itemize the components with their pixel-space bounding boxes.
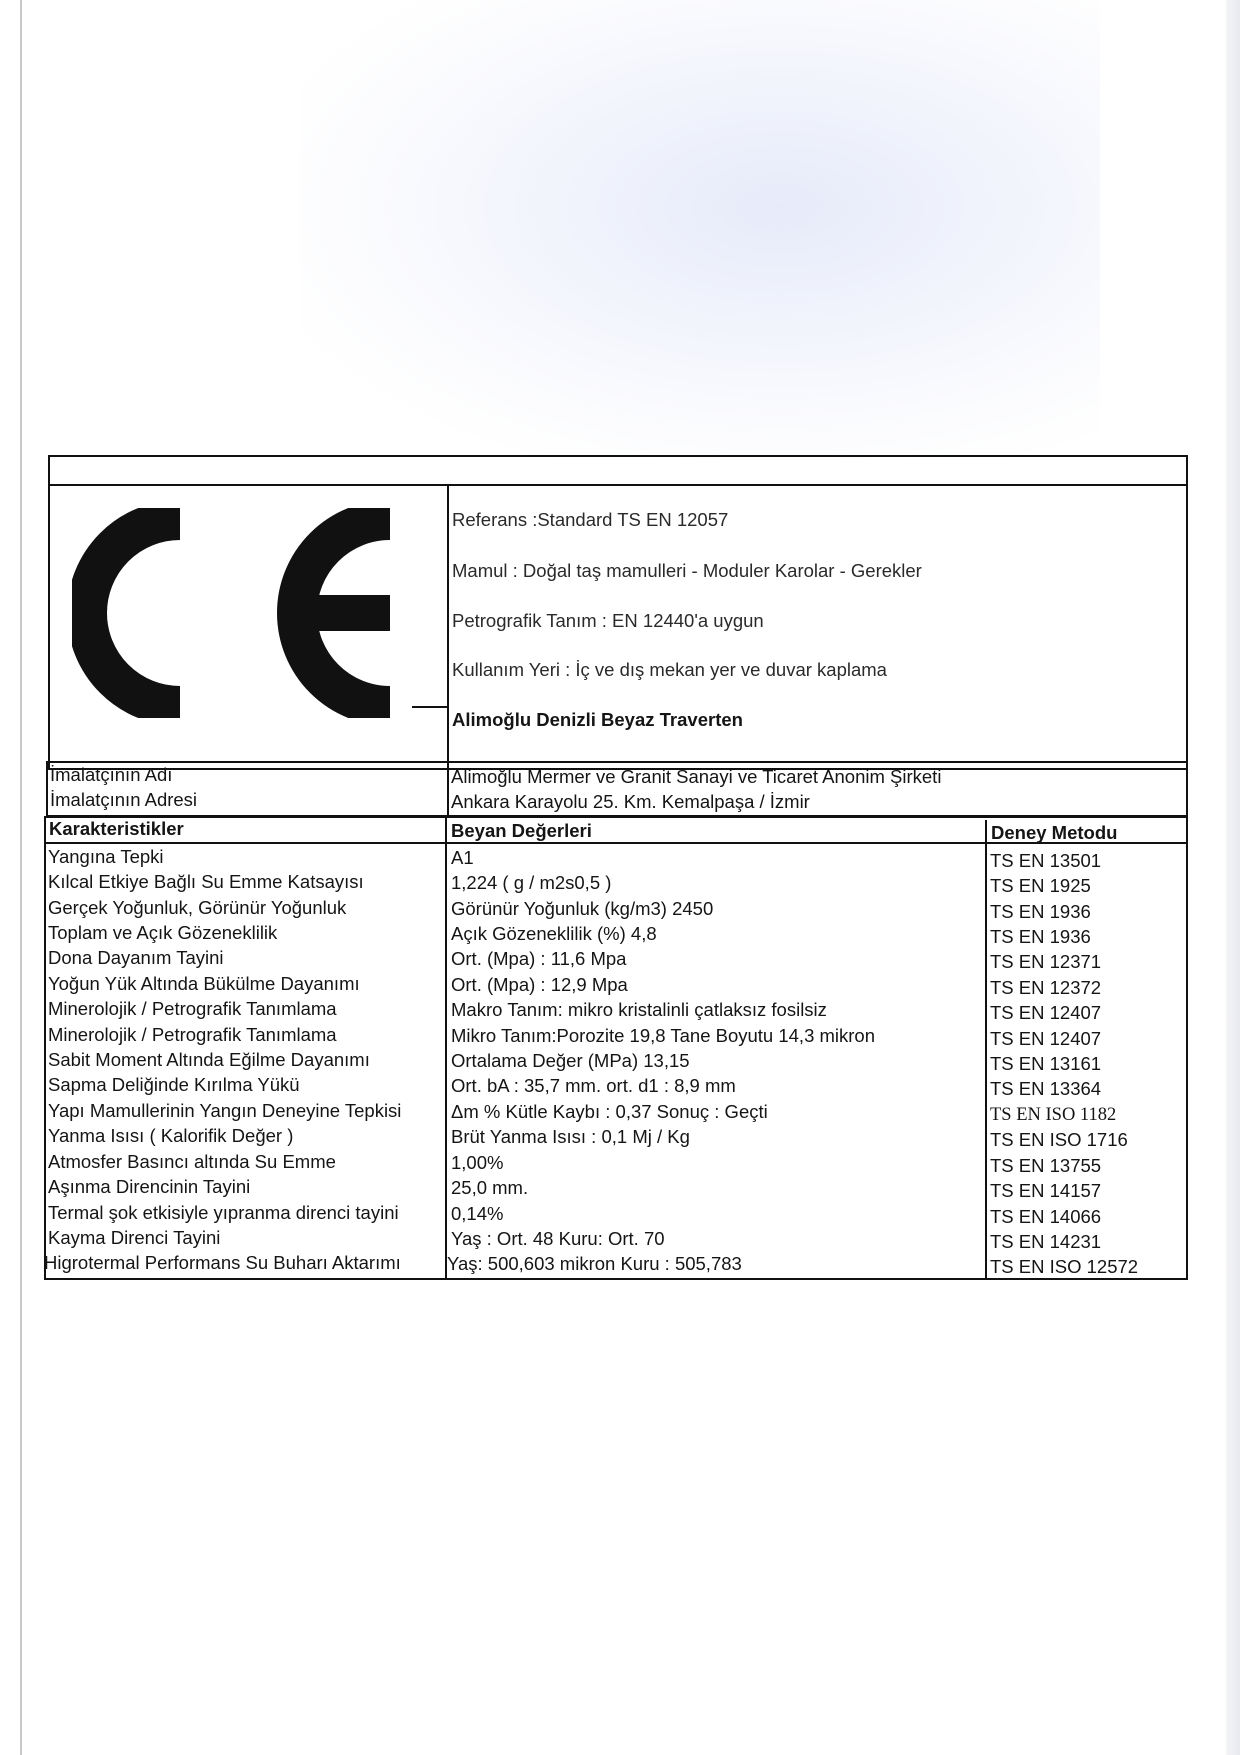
- row-14-characteristic: Aşınma Direncinin Tayini: [48, 1176, 251, 1197]
- row-13-value: 1,00%: [451, 1152, 504, 1173]
- row-13-characteristic: Atmosfer Basıncı altında Su Emme: [48, 1151, 336, 1172]
- scan-edge-right: [1226, 0, 1240, 1755]
- row-1-value: A1: [451, 847, 474, 868]
- row-17-value: Yaş: 500,603 mikron Kuru : 505,783: [447, 1253, 742, 1274]
- row-10-method: TS EN 13364: [990, 1078, 1102, 1099]
- row-9-method: TS EN 13161: [990, 1053, 1102, 1074]
- column-header-declared-values: Beyan Değerleri: [451, 820, 592, 841]
- row-17-method: TS EN ISO 12572: [990, 1256, 1139, 1277]
- ce-mark-icon: [72, 508, 432, 718]
- row-11-method: TS EN ISO 1182: [990, 1105, 1117, 1125]
- row-4-value: Açık Gözeneklilik (%) 4,8: [451, 923, 657, 944]
- row-6-characteristic: Yoğun Yük Altında Bükülme Dayanımı: [48, 973, 360, 994]
- row-16-characteristic: Kayma Direnci Tayini: [48, 1227, 221, 1248]
- manufacturer-address-label: İmalatçının Adresi: [50, 789, 198, 810]
- row-2-value: 1,224 ( g / m2s0,5 ): [451, 872, 612, 893]
- row-6-value: Ort. (Mpa) : 12,9 Mpa: [451, 974, 628, 995]
- row-15-characteristic: Termal şok etkisiyle yıpranma direnci tayini: [48, 1202, 399, 1223]
- row-4-method: TS EN 1936: [990, 926, 1091, 947]
- manufacturer-divider: [447, 761, 449, 817]
- table-col-divider-1: [445, 816, 447, 1280]
- column-header-characteristics: Karakteristikler: [49, 818, 184, 839]
- row-15-method: TS EN 14066: [990, 1206, 1102, 1227]
- row-9-value: Ortalama Değer (MPa) 13,15: [451, 1050, 690, 1071]
- row-11-value: Δm % Kütle Kaybı : 0,37 Sonuç : Geçti: [451, 1101, 768, 1122]
- row-1-characteristic: Yangına Tepki: [48, 846, 164, 867]
- row-7-characteristic: Minerolojik / Petrografik Tanımlama: [48, 998, 337, 1019]
- row-4-characteristic: Toplam ve Açık Gözeneklilik: [48, 922, 278, 943]
- row-12-value: Brüt Yanma Isısı : 0,1 Mj / Kg: [451, 1126, 690, 1147]
- petrografik-text: Petrografik Tanım : EN 12440'a uygun: [452, 610, 764, 631]
- row-11-characteristic: Yapı Mamullerinin Yangın Deneyine Tepkisi: [48, 1100, 402, 1121]
- row-5-value: Ort. (Mpa) : 11,6 Mpa: [451, 948, 627, 969]
- manufacturer-address-value: Ankara Karayolu 25. Km. Kemalpaşa / İzmir: [451, 791, 810, 812]
- row-5-characteristic: Dona Dayanım Tayini: [48, 947, 224, 968]
- row-14-method: TS EN 14157: [990, 1180, 1102, 1201]
- row-10-characteristic: Sapma Deliğinde Kırılma Yükü: [48, 1074, 300, 1095]
- row-8-characteristic: Minerolojik / Petrografik Tanımlama: [48, 1024, 337, 1045]
- row-6-method: TS EN 12372: [990, 977, 1102, 998]
- manufacturer-name-label: İmalatçının Adı: [50, 764, 173, 785]
- row-3-value: Görünür Yoğunluk (kg/m3) 2450: [451, 898, 714, 919]
- row-14-value: 25,0 mm.: [451, 1177, 529, 1198]
- header-inner-top-line: [48, 484, 1188, 486]
- row-15-value: 0,14%: [451, 1203, 504, 1224]
- row-9-characteristic: Sabit Moment Altında Eğilme Dayanımı: [48, 1049, 370, 1070]
- row-16-method: TS EN 14231: [990, 1231, 1102, 1252]
- product-name: Alimoğlu Denizli Beyaz Traverten: [452, 709, 743, 730]
- row-2-method: TS EN 1925: [990, 875, 1091, 896]
- manufacturer-name-value: Alimoğlu Mermer ve Granit Sanayi ve Ticaret Anonim Şirketi: [451, 766, 942, 787]
- row-8-method: TS EN 12407: [990, 1028, 1102, 1049]
- row-2-characteristic: Kılcal Etkiye Bağlı Su Emme Katsayısı: [48, 871, 364, 892]
- row-13-method: TS EN 13755: [990, 1155, 1102, 1176]
- row-12-method: TS EN ISO 1716: [990, 1129, 1128, 1150]
- mamul-text: Mamul : Doğal taş mamulleri - Moduler Karolar - Gerekler: [452, 560, 922, 581]
- row-3-method: TS EN 1936: [990, 901, 1091, 922]
- row-5-method: TS EN 12371: [990, 951, 1102, 972]
- referans-text: Referans :Standard TS EN 12057: [452, 509, 729, 530]
- row-3-characteristic: Gerçek Yoğunluk, Görünür Yoğunluk: [48, 897, 347, 918]
- row-7-value: Makro Tanım: mikro kristalinli çatlaksız fosilsiz: [451, 999, 827, 1020]
- row-12-characteristic: Yanma Isısı ( Kalorifik Değer ): [48, 1125, 294, 1146]
- kullanim-text: Kullanım Yeri : İç ve dış mekan yer ve duvar kaplama: [452, 659, 887, 680]
- row-17-characteristic: Higrotermal Performans Su Buharı Aktarımı: [44, 1252, 401, 1273]
- scan-edge-left: [20, 0, 22, 1755]
- row-16-value: Yaş : Ort. 48 Kuru: Ort. 70: [451, 1228, 665, 1249]
- header-divider: [447, 484, 449, 770]
- row-8-value: Mikro Tanım:Porozite 19,8 Tane Boyutu 14,3 mikron: [451, 1025, 876, 1046]
- table-col-divider-2: [985, 820, 987, 1280]
- column-header-test-method: Deney Metodu: [991, 822, 1118, 843]
- row-7-method: TS EN 12407: [990, 1002, 1102, 1023]
- row-10-value: Ort. bA : 35,7 mm. ort. d1 : 8,9 mm: [451, 1075, 736, 1096]
- row-1-method: TS EN 13501: [990, 850, 1102, 871]
- scan-tint: [300, 0, 1100, 460]
